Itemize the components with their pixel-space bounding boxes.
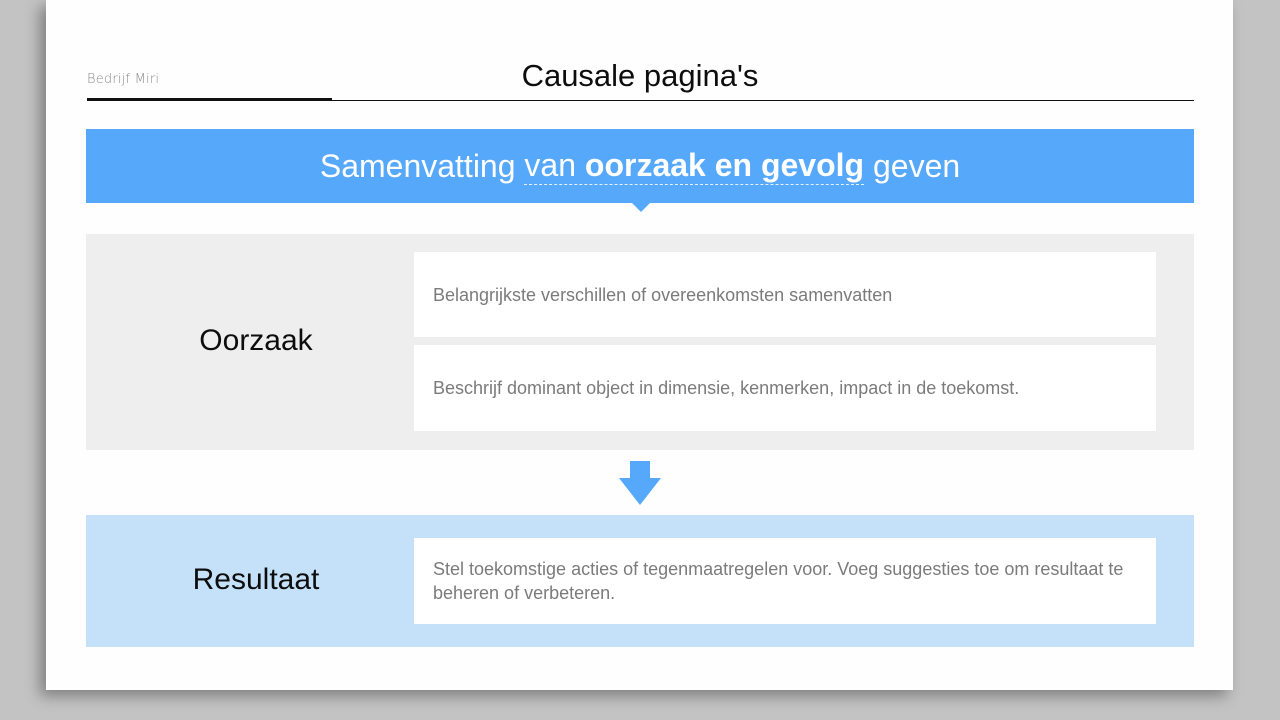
cause-card-1 bbox=[414, 252, 1156, 337]
result-section bbox=[86, 515, 1194, 647]
banner-text-part2: van bbox=[524, 147, 585, 183]
cause-card-text: Belangrijkste verschillen of overeenkomsten samenvatten bbox=[433, 284, 893, 305]
result-card-text: Stel toekomstige acties of tegenmaatregelen voor. Voeg suggesties toe om resultaat te beheren of verbeteren. bbox=[433, 559, 1124, 603]
summary-banner bbox=[86, 129, 1194, 203]
cause-section bbox=[86, 234, 1194, 450]
result-label: Resultaat bbox=[192, 563, 320, 596]
banner-text-bold: oorzaak en gevolg bbox=[584, 147, 865, 183]
banner-text-part1: Samenvatting bbox=[319, 147, 525, 184]
banner-text-part3: geven bbox=[864, 147, 961, 184]
brand-name: Bedrijf Miri bbox=[87, 72, 160, 87]
arrow-down-icon bbox=[619, 461, 661, 505]
banner-pointer-icon bbox=[632, 203, 650, 212]
result-card bbox=[414, 538, 1156, 624]
banner-text-underlined bbox=[524, 147, 864, 185]
cause-card-2 bbox=[414, 345, 1156, 431]
page-title: Causale pagina's bbox=[521, 58, 759, 93]
header-divider-accent bbox=[87, 98, 332, 101]
cause-label: Oorzaak bbox=[199, 324, 313, 357]
cause-card-text: Beschrijf dominant object in dimensie, kenmerken, impact in de toekomst. bbox=[433, 378, 1020, 398]
